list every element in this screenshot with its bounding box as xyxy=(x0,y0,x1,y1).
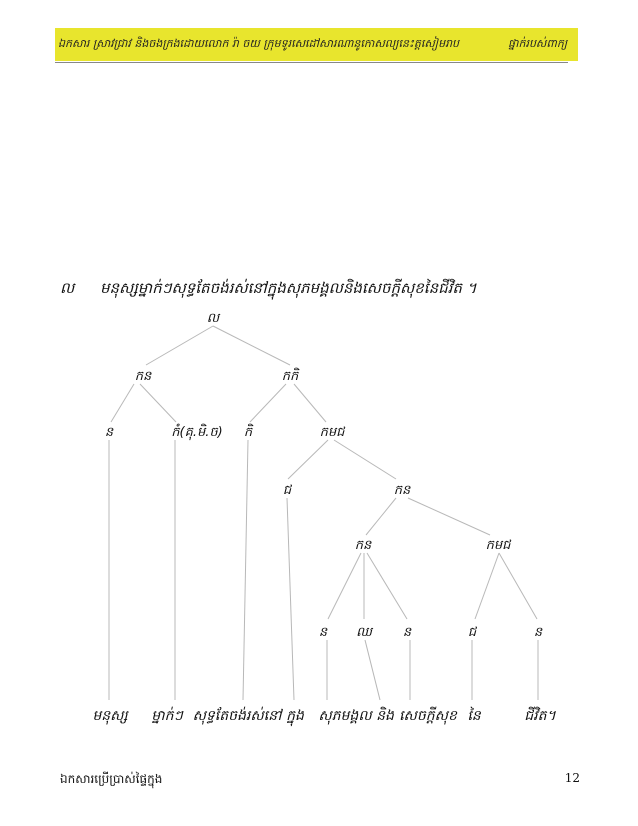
tree-node-noun: ន xyxy=(318,625,328,640)
tree-edge xyxy=(294,384,326,422)
header-title: ឯកសារ ស្រាវជ្រាវ និងចងក្រងដោយលោក រ៉ា ចយ ក្រុមទូរសេដៅសារណានូកោសល្យនេះត្តសៀមរាប xyxy=(58,37,460,50)
tree-leaf-word: ម្នាក់ៗ xyxy=(151,708,183,724)
example-sentence: មនុស្សម្នាក់ៗសុទ្ធតែចង់រស់នៅក្នុងសុភមង្គលនិងសេចក្ដីសុខនៃជីវិត ។ xyxy=(100,279,477,297)
tree-edge xyxy=(243,440,248,700)
tree-node-adjective: កំ(គុ.មិ.ច) xyxy=(171,425,223,440)
tree-node-vp: កកិ xyxy=(281,369,299,384)
tree-leaf-word: ជីវិត។ xyxy=(524,708,556,724)
tree-edge xyxy=(250,384,286,422)
tree-node-np: កន xyxy=(134,369,152,384)
tree-node-preposition: ជ xyxy=(467,625,477,640)
tree-edge xyxy=(146,326,213,365)
tree-node-preposition: ជ xyxy=(282,483,292,498)
tree-edge xyxy=(213,326,290,365)
tree-node-pp: កមជ xyxy=(485,538,511,553)
tree-edge xyxy=(408,498,490,535)
tree-node-root: ល xyxy=(206,311,220,326)
tree-edge xyxy=(365,640,380,700)
tree-edge xyxy=(328,553,361,619)
tree-edge xyxy=(367,553,407,619)
tree-leaf-word: សុភមង្គល xyxy=(318,708,372,724)
tree-edge xyxy=(499,553,537,619)
tree-leaf-word: សុទ្ធតែចង់រស់នៅ xyxy=(192,708,282,724)
footer-note: ឯកសារប្រើប្រាស់ផ្ទៃក្នុង xyxy=(60,772,163,786)
tree-edge xyxy=(366,498,396,535)
tree-node-noun: ន xyxy=(402,625,412,640)
tree-edge xyxy=(334,440,396,479)
tree-node-noun: ន xyxy=(104,425,114,440)
tree-leaf-word: ក្នុង xyxy=(286,708,304,724)
sentence-label: ល xyxy=(60,279,75,297)
tree-node-conjunction: ឈ xyxy=(356,625,372,640)
tree-leaf-word: សេចក្ដីសុខ xyxy=(399,708,457,724)
tree-edge xyxy=(475,553,499,619)
header-section: ផ្នាក់របស់ពាក្យ xyxy=(508,37,568,50)
tree-leaf-word: នៃ xyxy=(467,708,481,724)
tree-edge xyxy=(287,498,294,700)
tree-node-np: កន xyxy=(393,483,411,498)
tree-leaf-word: និង xyxy=(376,708,394,724)
tree-edge xyxy=(111,384,134,422)
page-number: 12 xyxy=(564,771,580,785)
tree-node-verb: កិ xyxy=(243,425,253,440)
tree-node-pp: កមជ xyxy=(319,425,345,440)
tree-node-np: កន xyxy=(354,538,372,553)
tree-node-noun: ន xyxy=(533,625,543,640)
tree-edge xyxy=(140,384,176,422)
tree-leaf-word: មនុស្ស xyxy=(92,708,128,724)
tree-edge xyxy=(288,440,328,479)
